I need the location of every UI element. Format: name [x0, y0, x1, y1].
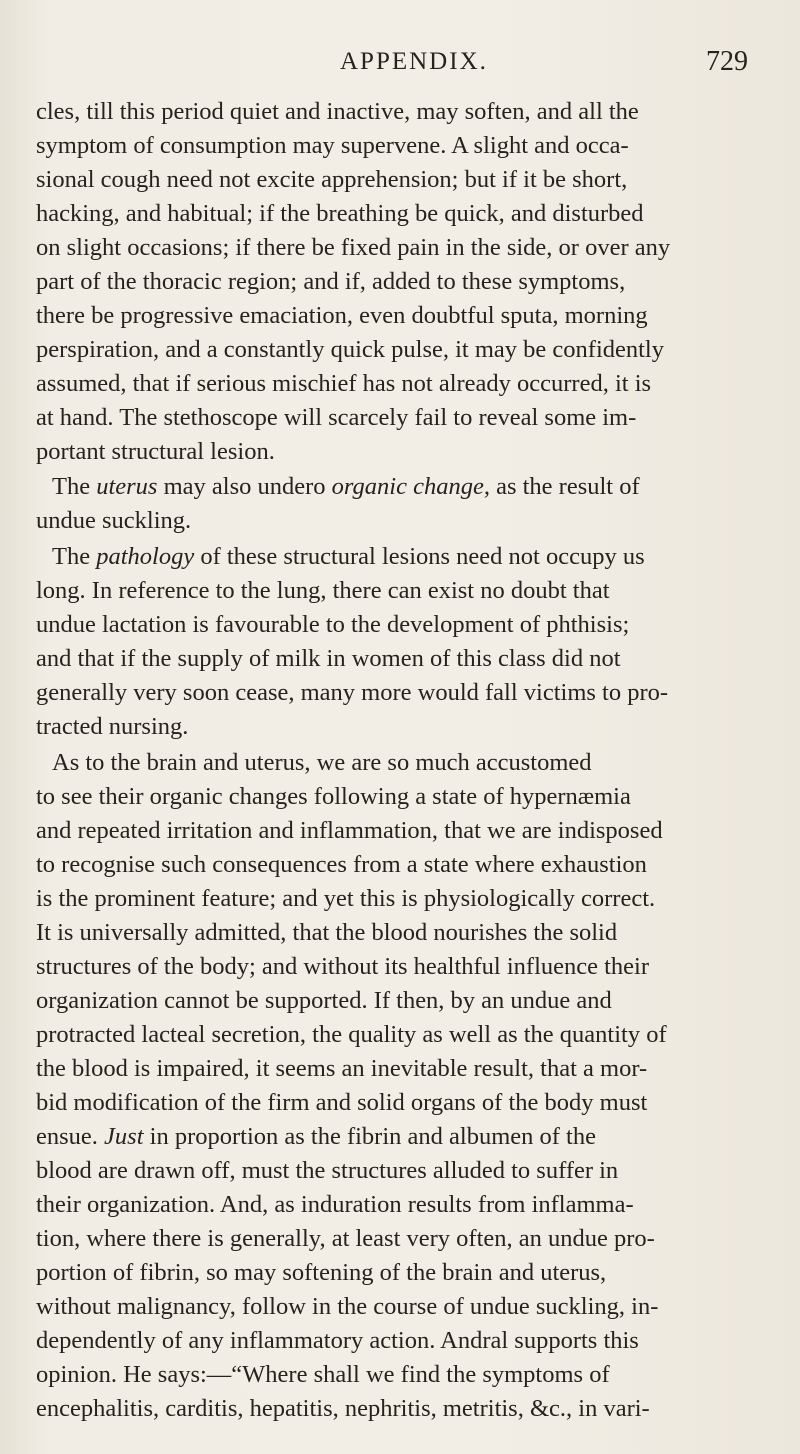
- text-line: [52, 541, 764, 573]
- text-line: at hand. The stethoscope will scarcely fail to reveal some im-: [36, 404, 637, 431]
- text-fragment: ensue.: [36, 1123, 105, 1150]
- text-line: and repeated irritation and inflammation, that we are indisposed: [36, 817, 663, 844]
- text-line: tracted nursing.: [36, 713, 189, 740]
- text-line: long. In reference to the lung, there can exist no doubt that: [36, 577, 610, 604]
- text-line: It is universally admitted, that the blood nourishes the solid: [36, 919, 618, 946]
- text-fragment: The: [52, 543, 97, 570]
- italic-term: organic change,: [331, 473, 490, 500]
- text-line: there be progressive emaciation, even doubtful sputa, morning: [36, 302, 648, 329]
- text-line: and that if the supply of milk in women of this class did not: [36, 645, 621, 672]
- page-number: 729: [706, 46, 748, 77]
- text-fragment: as the result of: [489, 473, 640, 500]
- italic-term: uterus: [96, 473, 158, 500]
- text-line: tion, where there is generally, at least very often, an undue pro-: [36, 1225, 655, 1252]
- text-line: bid modification of the firm and solid organs of the body must: [36, 1089, 648, 1116]
- text-line: hacking, and habitual; if the breathing be quick, and disturbed: [36, 200, 644, 227]
- text-line: undue suckling.: [36, 507, 192, 534]
- text-line: organization cannot be supported. If then, by an undue and: [36, 987, 612, 1014]
- text-line: opinion. He says:—“Where shall we find the symptoms of: [36, 1361, 610, 1388]
- text-line: assumed, that if serious mischief has not already occurred, it is: [36, 370, 652, 397]
- text-line: undue lactation is favourable to the development of phthisis;: [36, 611, 630, 638]
- running-head-title: APPENDIX.: [340, 48, 488, 75]
- text-line: portant structural lesion.: [36, 438, 275, 465]
- text-line: their organization. And, as induration results from inflamma-: [36, 1191, 634, 1218]
- text-line: generally very soon cease, many more would fall victims to pro-: [36, 679, 669, 706]
- italic-term: pathology: [96, 543, 195, 570]
- italic-term: Just: [104, 1123, 144, 1150]
- text-fragment: of these structural lesions need not occupy us: [194, 543, 645, 570]
- text-line: to recognise such consequences from a state where exhaustion: [36, 851, 647, 878]
- text-line: structures of the body; and without its healthful influence their: [36, 953, 650, 980]
- text-line: portion of fibrin, so may softening of the brain and uterus,: [36, 1259, 607, 1286]
- running-head: [0, 48, 800, 88]
- text-line: [52, 471, 764, 503]
- text-line: blood are drawn off, must the structures alluded to suffer in: [36, 1157, 619, 1184]
- text-fragment: may also undero: [157, 473, 332, 500]
- text-line: without malignancy, follow in the course of undue suckling, in-: [36, 1293, 659, 1320]
- text-fragment: in proportion as the fibrin and albumen of the: [143, 1123, 596, 1150]
- text-fragment: The: [52, 473, 97, 500]
- text-line: protracted lacteal secretion, the quality as well as the quantity of: [36, 1021, 667, 1048]
- text-line: perspiration, and a constantly quick pulse, it may be confidently: [36, 336, 664, 363]
- text-line: encephalitis, carditis, hepatitis, nephritis, metritis, &c., in vari-: [36, 1395, 650, 1422]
- text-line: dependently of any inflammatory action. Andral supports this: [36, 1327, 639, 1354]
- text-line: cles, till this period quiet and inactive, may soften, and all the: [36, 98, 639, 125]
- text-line: symptom of consumption may supervene. A slight and occa-: [36, 132, 629, 159]
- text-line: sional cough need not excite apprehension; but if it be short,: [36, 166, 628, 193]
- text-line: [36, 1121, 764, 1153]
- text-line: on slight occasions; if there be fixed pain in the side, or over any: [36, 234, 671, 261]
- text-line: As to the brain and uterus, we are so much accustomed: [52, 749, 592, 776]
- text-line: the blood is impaired, it seems an inevitable result, that a mor-: [36, 1055, 648, 1082]
- text-line: to see their organic changes following a state of hypernæmia: [36, 783, 631, 810]
- text-line: part of the thoracic region; and if, added to these symptoms,: [36, 268, 626, 295]
- text-line: is the prominent feature; and yet this is physiologically correct.: [36, 885, 656, 912]
